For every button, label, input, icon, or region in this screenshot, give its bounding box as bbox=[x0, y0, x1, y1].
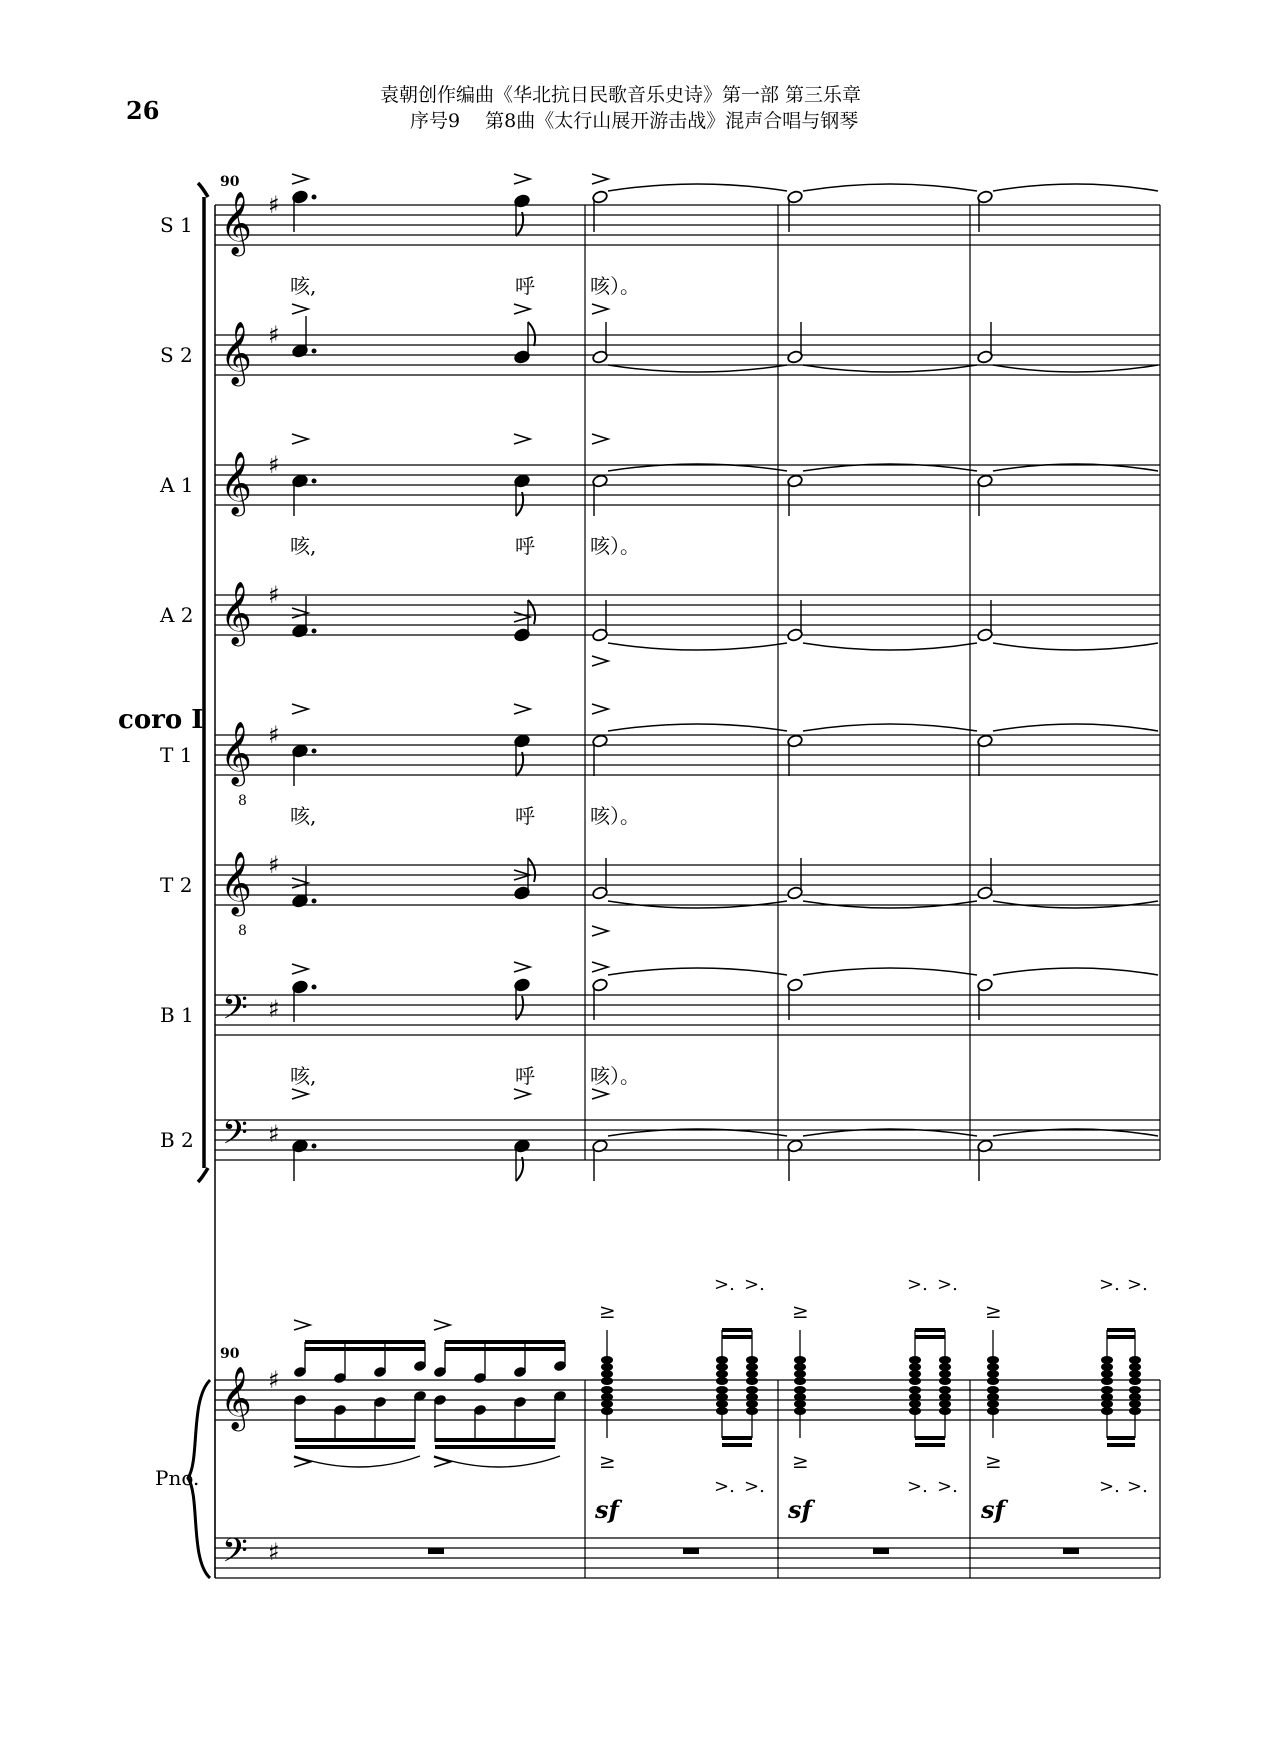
key-sharp-icon: ♯ bbox=[268, 1366, 280, 1394]
tie bbox=[803, 724, 977, 731]
chord-note bbox=[987, 1377, 999, 1385]
beam bbox=[915, 1436, 945, 1440]
accent-mark bbox=[292, 304, 308, 314]
marcato-staccato-mark: ≥ bbox=[792, 1299, 809, 1323]
chord-note bbox=[601, 1393, 613, 1401]
accent-mark bbox=[514, 434, 530, 444]
lyric-syllable: 咳, bbox=[290, 804, 317, 828]
chord-note bbox=[794, 1377, 806, 1385]
chord-note bbox=[939, 1370, 951, 1378]
chord-note bbox=[794, 1393, 806, 1401]
dot bbox=[312, 985, 317, 990]
chord-note bbox=[939, 1400, 951, 1408]
accent-staccato-mark: >. bbox=[1127, 1476, 1148, 1497]
beam bbox=[722, 1436, 752, 1440]
beam bbox=[295, 1445, 415, 1449]
bass-clef-icon: 𝄢 bbox=[222, 1114, 248, 1160]
accent-mark bbox=[592, 926, 608, 936]
whole-rest bbox=[873, 1548, 889, 1554]
treble-clef-icon: 𝄞 bbox=[220, 721, 252, 784]
accent-mark bbox=[592, 704, 608, 714]
bass-clef-icon: 𝄢 bbox=[222, 1532, 248, 1578]
staff-label: T 1 bbox=[160, 743, 193, 767]
accent-mark bbox=[292, 434, 308, 444]
chord-note bbox=[909, 1400, 921, 1408]
chord-note bbox=[1101, 1386, 1113, 1394]
beam bbox=[435, 1438, 555, 1442]
chord-note bbox=[939, 1363, 951, 1371]
marcato-staccato-mark: ≥ bbox=[985, 1299, 1002, 1323]
beam bbox=[722, 1335, 752, 1339]
chord-note bbox=[716, 1370, 728, 1378]
slur bbox=[294, 1456, 420, 1467]
chord-note bbox=[716, 1400, 728, 1408]
staff-label: B 1 bbox=[160, 1003, 194, 1027]
treble-clef-icon: 𝄞 bbox=[220, 321, 252, 384]
key-sharp-icon: ♯ bbox=[268, 581, 280, 609]
accent-staccato-mark: >. bbox=[714, 1274, 735, 1295]
chord-note bbox=[716, 1363, 728, 1371]
chord-note bbox=[601, 1370, 613, 1378]
tie bbox=[803, 365, 977, 372]
beam bbox=[445, 1340, 565, 1344]
dynamic-sf: sf bbox=[788, 1495, 812, 1524]
chord-note bbox=[987, 1386, 999, 1394]
key-sharp-icon: ♯ bbox=[268, 1120, 280, 1148]
whole-rest bbox=[1063, 1548, 1079, 1554]
beam bbox=[445, 1347, 565, 1351]
beam bbox=[1107, 1436, 1135, 1440]
treble-clef-icon: 𝄞 bbox=[220, 1366, 252, 1429]
header-title-line2: 序号9 第8曲《太行山展开游击战》混声合唱与钢琴 bbox=[410, 110, 859, 132]
accent-staccato-mark: >. bbox=[1099, 1274, 1120, 1295]
chord-note bbox=[746, 1363, 758, 1371]
key-sharp-icon: ♯ bbox=[268, 321, 280, 349]
tie bbox=[993, 968, 1158, 975]
accent-mark bbox=[294, 1320, 310, 1330]
staff-label: T 2 bbox=[160, 873, 193, 897]
accent-mark bbox=[592, 304, 608, 314]
staff-label: A 2 bbox=[160, 603, 194, 627]
beam bbox=[1107, 1335, 1135, 1339]
accent-mark bbox=[292, 1089, 308, 1099]
chord-note bbox=[909, 1370, 921, 1378]
note-flag bbox=[516, 212, 523, 236]
accent-mark bbox=[514, 304, 530, 314]
chord-note bbox=[601, 1386, 613, 1394]
accent-staccato-mark: >. bbox=[1127, 1274, 1148, 1295]
chord-note bbox=[987, 1370, 999, 1378]
lyric-syllable: 咳）。 bbox=[590, 534, 640, 558]
beam bbox=[1107, 1443, 1135, 1447]
marcato-staccato-mark: ≥ bbox=[792, 1449, 809, 1473]
whole-rest bbox=[428, 1548, 444, 1554]
marcato-staccato-mark: ≥ bbox=[599, 1299, 616, 1323]
page-number: 26 bbox=[126, 96, 160, 125]
lyric-syllable: 呼 bbox=[515, 534, 535, 558]
lyric-syllable: 咳）。 bbox=[590, 1064, 640, 1088]
accent-staccato-mark: >. bbox=[937, 1274, 958, 1295]
chord-note bbox=[1129, 1400, 1141, 1408]
accent-staccato-mark: >. bbox=[744, 1274, 765, 1295]
chord-note bbox=[746, 1400, 758, 1408]
accent-mark bbox=[292, 964, 308, 974]
accent-mark bbox=[592, 962, 608, 972]
accent-mark bbox=[592, 1089, 608, 1099]
key-sharp-icon: ♯ bbox=[268, 851, 280, 879]
octave-mark: 8 bbox=[238, 923, 247, 939]
chord-note bbox=[1129, 1393, 1141, 1401]
chord-note bbox=[909, 1363, 921, 1371]
lyric-syllable: 呼 bbox=[515, 274, 535, 298]
chord-note bbox=[716, 1393, 728, 1401]
dot bbox=[312, 195, 317, 200]
dot bbox=[312, 629, 317, 634]
accent-mark bbox=[434, 1320, 450, 1330]
tie bbox=[993, 365, 1158, 372]
chord-note bbox=[601, 1377, 613, 1385]
accent-mark bbox=[514, 1089, 530, 1099]
chord-note bbox=[939, 1386, 951, 1394]
measure-number: 90 bbox=[220, 1346, 240, 1362]
chord-note bbox=[1129, 1377, 1141, 1385]
accent-mark bbox=[592, 434, 608, 444]
accent-staccato-mark: >. bbox=[907, 1476, 928, 1497]
chord-note bbox=[716, 1377, 728, 1385]
dot bbox=[312, 479, 317, 484]
chord-note bbox=[1129, 1386, 1141, 1394]
dynamic-sf: sf bbox=[595, 1495, 619, 1524]
tie bbox=[803, 184, 977, 191]
marcato-staccato-mark: ≥ bbox=[599, 1449, 616, 1473]
chord-note bbox=[909, 1386, 921, 1394]
chord-note bbox=[746, 1370, 758, 1378]
tie bbox=[803, 968, 977, 975]
chord-note bbox=[1129, 1363, 1141, 1371]
dot bbox=[312, 749, 317, 754]
accent-mark bbox=[514, 704, 530, 714]
chord-note bbox=[746, 1377, 758, 1385]
measure-number: 90 bbox=[220, 174, 240, 190]
accent-mark bbox=[292, 174, 308, 184]
note-flag bbox=[516, 996, 523, 1020]
key-sharp-icon: ♯ bbox=[268, 451, 280, 479]
beam bbox=[915, 1443, 945, 1447]
lyric-syllable: 呼 bbox=[515, 1064, 535, 1088]
treble-clef-icon: 𝄞 bbox=[220, 851, 252, 914]
chord-note bbox=[794, 1386, 806, 1394]
lyric-syllable: 呼 bbox=[515, 804, 535, 828]
octave-mark: 8 bbox=[238, 793, 247, 809]
treble-clef-icon: 𝄞 bbox=[220, 581, 252, 644]
tie bbox=[803, 643, 977, 650]
beam bbox=[915, 1328, 945, 1332]
treble-clef-icon: 𝄞 bbox=[220, 451, 252, 514]
accent-mark bbox=[514, 962, 530, 972]
chord-note bbox=[909, 1377, 921, 1385]
tie bbox=[608, 643, 787, 650]
accent-staccato-mark: >. bbox=[937, 1476, 958, 1497]
staff-label-piano: Pno. bbox=[155, 1466, 200, 1490]
staff-label: S 2 bbox=[160, 343, 193, 367]
tie bbox=[993, 643, 1158, 650]
chord-note bbox=[987, 1400, 999, 1408]
chord-note bbox=[1101, 1400, 1113, 1408]
staff-label: A 1 bbox=[160, 473, 194, 497]
chord-note bbox=[1101, 1393, 1113, 1401]
chord-note bbox=[987, 1363, 999, 1371]
chord-note bbox=[794, 1400, 806, 1408]
chord-note bbox=[1129, 1370, 1141, 1378]
chord-note bbox=[939, 1393, 951, 1401]
header-title-line1: 袁朝创作编曲《华北抗日民歌音乐史诗》第一部 第三乐章 bbox=[380, 84, 862, 106]
bass-clef-icon: 𝄢 bbox=[222, 989, 248, 1035]
dot bbox=[312, 1144, 317, 1149]
lyric-syllable: 咳）。 bbox=[590, 804, 640, 828]
tie bbox=[608, 184, 787, 191]
chord-note bbox=[746, 1386, 758, 1394]
lyric-syllable: 咳）。 bbox=[590, 274, 640, 298]
whole-rest bbox=[683, 1548, 699, 1554]
dot bbox=[312, 349, 317, 354]
staff-label: B 2 bbox=[160, 1128, 194, 1152]
key-sharp-icon: ♯ bbox=[268, 995, 280, 1023]
accent-mark bbox=[592, 656, 608, 666]
dot bbox=[312, 899, 317, 904]
accent-mark bbox=[592, 174, 608, 184]
accent-staccato-mark: >. bbox=[714, 1476, 735, 1497]
tie bbox=[993, 724, 1158, 731]
accent-mark bbox=[292, 704, 308, 714]
system-bracket bbox=[198, 183, 208, 1182]
chord-note bbox=[1101, 1363, 1113, 1371]
lyric-syllable: 咳, bbox=[290, 1064, 317, 1088]
slur bbox=[434, 1456, 560, 1467]
tie bbox=[608, 724, 787, 731]
beam bbox=[915, 1335, 945, 1339]
beam bbox=[722, 1328, 752, 1332]
group-label-coro: coro Ⅰ bbox=[118, 705, 204, 735]
beam bbox=[305, 1347, 425, 1351]
marcato-staccato-mark: ≥ bbox=[985, 1449, 1002, 1473]
note-flag bbox=[528, 858, 535, 882]
chord-note bbox=[987, 1393, 999, 1401]
beam bbox=[1107, 1328, 1135, 1332]
lyric-syllable: 咳, bbox=[290, 534, 317, 558]
chord-note bbox=[1101, 1370, 1113, 1378]
key-sharp-icon: ♯ bbox=[268, 191, 280, 219]
tie bbox=[608, 365, 787, 372]
chord-note bbox=[1101, 1377, 1113, 1385]
key-sharp-icon: ♯ bbox=[268, 1538, 280, 1566]
chord-note bbox=[794, 1363, 806, 1371]
accent-mark bbox=[514, 174, 530, 184]
chord-note bbox=[909, 1393, 921, 1401]
chord-note bbox=[939, 1377, 951, 1385]
chord-note bbox=[601, 1363, 613, 1371]
accent-staccato-mark: >. bbox=[744, 1476, 765, 1497]
key-sharp-icon: ♯ bbox=[268, 721, 280, 749]
beam bbox=[435, 1445, 555, 1449]
beam bbox=[722, 1443, 752, 1447]
treble-clef-icon: 𝄞 bbox=[220, 191, 252, 254]
beam bbox=[305, 1340, 425, 1344]
beam bbox=[295, 1438, 415, 1442]
lyric-syllable: 咳, bbox=[290, 274, 317, 298]
dynamic-sf: sf bbox=[981, 1495, 1005, 1524]
chord-note bbox=[794, 1370, 806, 1378]
accent-staccato-mark: >. bbox=[907, 1274, 928, 1295]
tie bbox=[993, 184, 1158, 191]
note-flag bbox=[528, 322, 535, 346]
tie bbox=[608, 968, 787, 975]
chord-note bbox=[746, 1393, 758, 1401]
staff-label: S 1 bbox=[160, 213, 193, 237]
chord-note bbox=[716, 1386, 728, 1394]
accent-staccato-mark: >. bbox=[1099, 1476, 1120, 1497]
chord-note bbox=[601, 1400, 613, 1408]
note-flag bbox=[528, 600, 535, 624]
